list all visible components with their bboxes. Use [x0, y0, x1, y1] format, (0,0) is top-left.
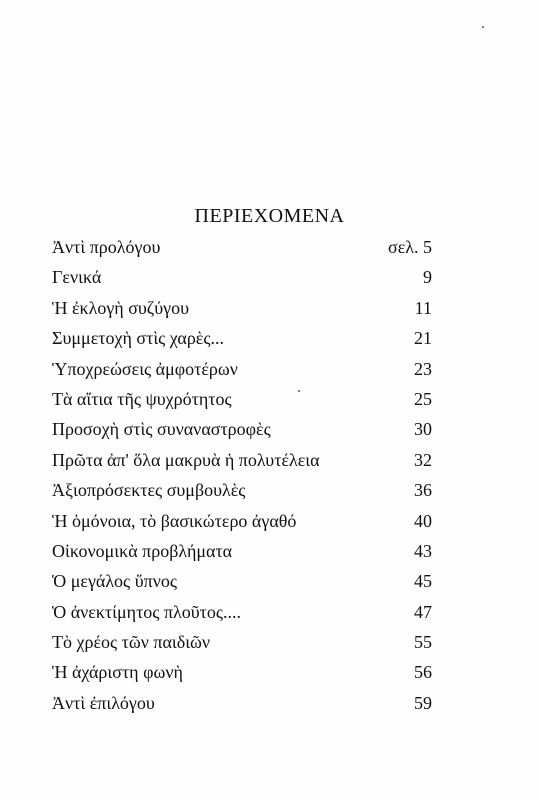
toc-entry-page: 47: [414, 601, 432, 622]
toc-entry-page: 45: [414, 571, 432, 592]
toc-entry-title: Ἀντὶ προλόγου: [52, 237, 161, 257]
toc-entry-title: Ὑποχρεώσεις ἀμφοτέρων: [52, 358, 238, 379]
toc-entry-title: Πρῶτα ἀπ' ὅλα μακρυὰ ἡ πολυτέλεια: [52, 449, 320, 470]
toc-entry-title: Ἡ ἀχάριστη φωνὴ: [52, 662, 183, 683]
toc-entry-page: 21: [414, 328, 432, 349]
toc-entry: [52, 359, 432, 389]
toc-entry-page: 36: [414, 480, 432, 501]
toc-entry-title: Ὁ μεγάλος ὕπνος: [52, 571, 177, 592]
toc-entry: [52, 693, 432, 723]
paper-speck: [482, 26, 484, 28]
toc-entry-page: 43: [414, 540, 432, 561]
toc-entry-page: 11: [414, 297, 432, 318]
toc-entry-page: 59: [414, 692, 432, 713]
toc-entry: [52, 571, 432, 601]
toc-entry: [52, 511, 432, 541]
toc-entry-title: Ἡ ἐκλογὴ συζύγου: [52, 297, 190, 318]
toc-entry: [52, 662, 432, 692]
toc-entry-title: Προσοχὴ στὶς συναναστροφὲς: [52, 419, 271, 440]
toc-entry-page: 40: [414, 510, 432, 531]
toc-entry-page: 9: [423, 267, 432, 288]
toc-entry: [52, 267, 432, 297]
toc-entry-title: Τὸ χρέος τῶν παιδιῶν: [52, 632, 211, 653]
contents-heading: ΠΕΡΙΕΧΟΜΕΝΑ: [194, 205, 345, 227]
toc-entry-page: 55: [414, 632, 432, 653]
toc-entry: [52, 419, 432, 449]
toc-entry: [52, 450, 432, 480]
toc-entry: [52, 541, 432, 571]
toc-entry: [52, 602, 432, 632]
toc-entry: [52, 632, 432, 662]
toc-entry-page: σελ. 5: [388, 237, 432, 257]
toc-entry: [52, 328, 432, 358]
toc-entry-title: Ἀξιοπρόσεκτες συμβουλὲς: [52, 480, 246, 501]
toc-entry-page: 23: [414, 358, 432, 379]
toc-entry-page: 25: [414, 388, 432, 409]
toc-entry-title: Οἰκονομικὰ προβλήματα: [52, 540, 233, 561]
toc-entry: [52, 389, 432, 419]
toc-entry-page: 30: [414, 419, 432, 440]
toc-entry-title: Ἡ ὁμόνοια, τὸ βασικώτερο ἀγαθό: [52, 510, 297, 531]
table-of-contents: [52, 237, 432, 723]
toc-entry-page: 56: [414, 662, 432, 683]
toc-entry: [52, 237, 432, 267]
toc-entry-title: Γενικά: [52, 267, 102, 288]
toc-entry-title: Συμμετοχὴ στὶς χαρὲς...: [52, 328, 224, 349]
toc-entry-title: Τὰ αἴτια τῆς ψυχρότητος: [52, 388, 232, 409]
toc-entry: [52, 480, 432, 510]
toc-entry-title: Ὁ ἀνεκτίμητος πλοῦτος....: [52, 601, 242, 622]
toc-entry-page: 32: [414, 449, 432, 470]
toc-entry-title: Ἀντὶ ἐπιλόγου: [52, 692, 155, 713]
toc-entry: [52, 298, 432, 328]
